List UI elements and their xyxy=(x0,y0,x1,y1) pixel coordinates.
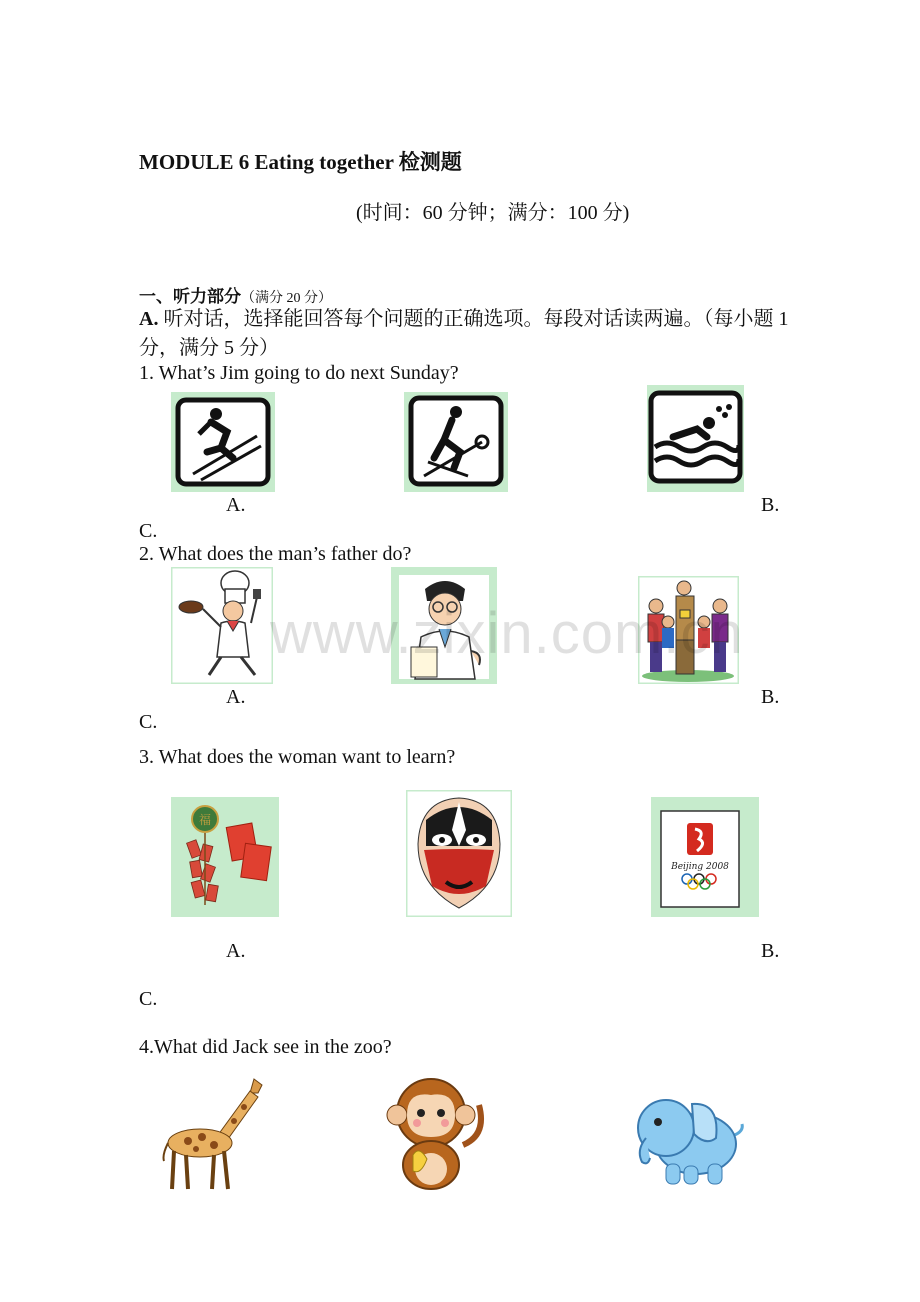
watermark: www.zixin.com.cn xyxy=(270,601,744,666)
section-heading-note: （满分 20 分） xyxy=(241,291,332,306)
option-a-label: A. xyxy=(226,940,246,962)
emblem-text: Beijing 2008 xyxy=(671,862,729,872)
option-b-label: B. xyxy=(761,940,780,962)
cycling-icon xyxy=(404,392,508,492)
option-c-label: C. xyxy=(139,711,158,733)
svg-text:福: 福 xyxy=(198,813,212,827)
monkey-icon xyxy=(383,1075,487,1193)
swimming-icon xyxy=(647,385,744,492)
firecrackers-icon xyxy=(171,797,279,917)
instruction-label: A. xyxy=(139,308,159,330)
time-info: (时间：60 分钟；满分：100 分) xyxy=(356,202,630,224)
question-1: 1. What’s Jim going to do next Sunday? xyxy=(139,362,459,384)
question-3: 3. What does the woman want to learn? xyxy=(139,746,456,768)
option-a-label: A. xyxy=(226,494,246,516)
option-b-label: B. xyxy=(761,494,780,516)
giraffe-icon xyxy=(158,1071,270,1193)
page-title: MODULE 6 Eating together 检测题 xyxy=(139,150,462,174)
opera-mask-icon xyxy=(406,790,512,917)
section-instruction xyxy=(139,305,794,363)
elephant-icon xyxy=(632,1086,746,1192)
chef-icon xyxy=(171,567,273,684)
section-heading xyxy=(139,282,332,307)
question-2: 2. What does the man’s father do? xyxy=(139,543,412,565)
olympic-emblem-icon xyxy=(651,797,759,917)
option-c-label: C. xyxy=(139,988,158,1010)
question-4: 4.What did Jack see in the zoo? xyxy=(139,1036,392,1058)
skiing-icon xyxy=(171,392,275,492)
option-c-label: C. xyxy=(139,520,158,542)
section-heading-text: 一、听力部分 xyxy=(139,287,241,306)
option-a-label: A. xyxy=(226,686,246,708)
option-b-label: B. xyxy=(761,686,780,708)
instruction-text: 听对话，选择能回答每个问题的正确选项。每段对话读两遍。（每小题 1 分，满分 5 分） xyxy=(139,308,789,359)
